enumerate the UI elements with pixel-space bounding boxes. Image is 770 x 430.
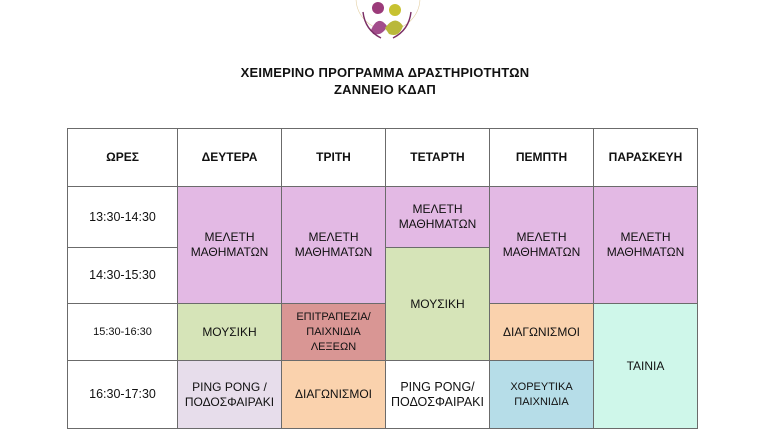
column-header-hours: ΩΡΕΣ: [68, 129, 178, 187]
dance-line-1: ΧΟΡΕΥΤΙΚΑ: [510, 380, 573, 393]
friday-study-cell: ΜΕΛΕΤΗ ΜΑΘΗΜΑΤΩΝ: [594, 187, 698, 304]
table-row: [68, 187, 698, 248]
column-header-tuesday: ΤΡΙΤΗ: [282, 129, 386, 187]
column-header-friday: ΠΑΡΑΣΚΕΥΗ: [594, 129, 698, 187]
pingpong-line-2: ΠΟΔΟΣΦΑΙΡΑΚΙ: [184, 394, 275, 409]
page-title: [0, 64, 770, 98]
wednesday-study-cell: ΜΕΛΕΤΗ ΜΑΘΗΜΑΤΩΝ: [386, 187, 490, 248]
time-slot-1330: 13:30-14:30: [68, 187, 178, 248]
friday-movie-cell: ΤΑΙΝΙΑ: [594, 304, 698, 429]
board-games-line-2: ΠΑΙΧΝΙΔΙΑ ΛΕΞΕΩΝ: [306, 325, 361, 353]
tuesday-competitions-cell: ΔΙΑΓΩΝΙΣΜΟΙ: [282, 361, 386, 429]
dance-line-2: ΠΑΙΧΝΙΔΙΑ: [514, 395, 569, 408]
thursday-competitions-cell: ΔΙΑΓΩΝΙΣΜΟΙ: [490, 304, 594, 361]
column-header-monday: ΔΕΥΤΕΡΑ: [178, 129, 282, 187]
monday-pingpong-cell: [178, 361, 282, 429]
table-row: [68, 304, 698, 361]
thursday-study-cell: ΜΕΛΕΤΗ ΜΑΘΗΜΑΤΩΝ: [490, 187, 594, 304]
logo-graphic: [333, 0, 443, 48]
monday-study-cell: ΜΕΛΕΤΗ ΜΑΘΗΜΑΤΩΝ: [178, 187, 282, 304]
title-line-1: ΧΕΙΜΕΡΙΝΟ ΠΡΟΓΡΑΜΜΑ ΔΡΑΣΤΗΡΙΟΤΗΤΩΝ: [240, 65, 530, 80]
organization-logo: [333, 0, 443, 48]
tuesday-board-games-cell: [282, 304, 386, 361]
header-row: [68, 129, 698, 187]
time-slot-1630: 16:30-17:30: [68, 361, 178, 429]
tuesday-study-cell: ΜΕΛΕΤΗ ΜΑΘΗΜΑΤΩΝ: [282, 187, 386, 304]
column-header-thursday: ΠΕΜΠΤΗ: [490, 129, 594, 187]
time-slot-1430: 14:30-15:30: [68, 248, 178, 304]
monday-music-cell: ΜΟΥΣΙΚΗ: [178, 304, 282, 361]
wednesday-music-cell: ΜΟΥΣΙΚΗ: [386, 248, 490, 361]
time-slot-1530: 15:30-16:30: [68, 304, 178, 361]
thursday-dance-games-cell: [490, 361, 594, 429]
pingpong-line-1: PING PONG/: [400, 379, 475, 394]
pingpong-line-1: PING PONG /: [192, 379, 267, 394]
board-games-line-1: ΕΠΙΤΡΑΠΕΖΙΑ/: [296, 310, 371, 323]
schedule-table: [67, 128, 698, 429]
title-line-2: ΖΑΝΝΕΙΟ ΚΔΑΠ: [333, 82, 437, 97]
pingpong-line-2: ΠΟΔΟΣΦΑΙΡΑΚΙ: [390, 394, 484, 409]
column-header-wednesday: ΤΕΤΑΡΤΗ: [386, 129, 490, 187]
wednesday-pingpong-cell: [386, 361, 490, 429]
